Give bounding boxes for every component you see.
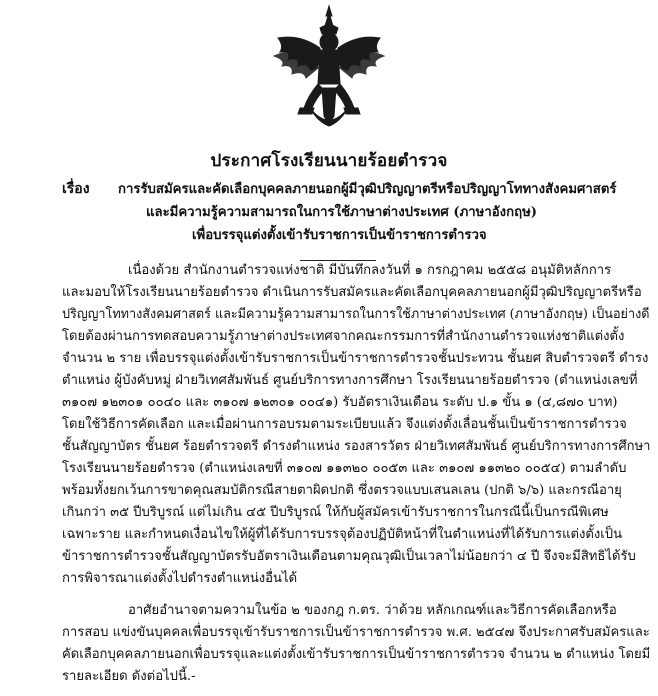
- subject-label: เรื่อง: [62, 181, 90, 197]
- paragraph-line: รายละเอียด ดังต่อไปนี้.-: [62, 669, 196, 684]
- paragraph-line: ๓๑๐๗ ๑๒๓๐๑ ๐๐๔๐ และ ๓๑๐๗ ๑๒๓๐๑ ๐๐๔๑) รับอัตราเงินเดือน ระดับ ป.๑ ขั้น ๑ (๔,๘๗๐ บาท): [62, 395, 618, 410]
- paragraph-line: เนื่องด้วย สำนักงานตำรวจแห่งชาติ มีบันทึกลงวันที่ ๑ กรกฎาคม ๒๕๕๘ อนุมัติหลักการ: [128, 263, 612, 278]
- subject-line: การรับสมัครและคัดเลือกบุคคลภายนอกผู้มีวุฒิปริญญาตรีหรือปริญญาโททางสังคมศาสตร์: [118, 182, 617, 197]
- paragraph-line: เกินกว่า ๓๕ ปีบริบูรณ์ แต่ไม่เกิน ๔๕ ปีบริบูรณ์ ให้กับผู้สมัครเข้ารับราชการในกรณีนี้เป็นกรณีพิเศษ: [62, 505, 609, 520]
- paragraph-line: พร้อมทั้งยกเว้นการขาดคุณสมบัติกรณีสายตาผิดปกติ ซึ่งตรวจแบบเสนลเลน (ปกติ ๖/๖) และกรณีอายุ: [62, 483, 622, 498]
- paragraph-line: การสอบ แข่งขันบุคคลเพื่อบรรจุเข้ารับราชการเป็นข้าราชการตำรวจ พ.ศ. ๒๕๔๗ จึงประกาศรับสมัครและ: [62, 625, 650, 640]
- paragraph-line: ปริญญาโททางสังคมศาสตร์ และมีความรู้ความสามารถในการใช้ภาษาต่างประเทศ (ภาษาอังกฤษ) เป็นอย่างดี: [62, 307, 650, 322]
- paragraph-line: ข้าราชการตำรวจชั้นสัญญาบัตรรับอัตราเงินเดือนตามคุณวุฒิเป็นเวลาไม่น้อยกว่า ๔ ปี จึงจะมีสิทธิได้รับ: [62, 549, 636, 564]
- paragraph-line: เฉพาะราย และกำหนดเงื่อนไขให้ผู้ที่ได้รับการบรรจุต้องปฏิบัติหน้าที่ในตำแหน่งที่ได้รับการแต่งตั้งเป็น: [62, 527, 623, 542]
- garuda-emblem-icon: [270, 4, 388, 136]
- paragraph-line: โดยต้องผ่านการทดสอบความรู้ภาษาต่างประเทศจากคณะกรรมการที่สำนักงานตำรวจแห่งชาติแต่งตั้ง: [62, 329, 625, 344]
- subject-line: และมีความรู้ความสามารถในการใช้ภาษาต่างประเทศ (ภาษาอังกฤษ): [146, 205, 538, 220]
- paragraph-line: และมอบให้โรงเรียนนายร้อยตำรวจ ดำเนินการรับสมัครและคัดเลือกบุคคลภายนอกผู้มีวุฒิปริญญาตรีหรือ: [62, 285, 642, 300]
- subject-line: เพื่อบรรจุแต่งตั้งเข้ารับราชการเป็นข้าราชการตำรวจ: [192, 228, 487, 243]
- document-title: ประกาศโรงเรียนนายร้อยตำรวจ: [210, 151, 448, 171]
- paragraph-line: คัดเลือกบุคคลภายนอกเพื่อบรรจุและแต่งตั้งเข้ารับราชการเป็นข้าราชการตำรวจ จำนวน ๒ ตำแหน่ง โดยมี: [62, 647, 651, 662]
- paragraph-line: การพิจารณาแต่งตั้งไปดำรงตำแหน่งอื่นได้: [62, 571, 298, 586]
- paragraph-line: จำนวน ๒ ราย เพื่อบรรจุแต่งตั้งเข้ารับราชการเป็นข้าราชการตำรวจชั้นประทวน ชั้นยศ สิบตำรวจตรี ดำรง: [62, 351, 649, 366]
- paragraph-line: โดยใช้วิธีการคัดเลือก และเมื่อผ่านการอบรมตามระเบียบแล้ว จึงแต่งตั้งเลื่อนชั้นเป็นข้าราชการตำรวจ: [62, 417, 627, 432]
- paragraph-line: ชั้นสัญญาบัตร ชั้นยศ ร้อยตำรวจตรี ดำรงตำแหน่ง รองสารวัตร ฝ่ายวิเทศสัมพันธ์ ศูนย์บริการทางการศึกษา: [62, 439, 651, 454]
- paragraph-line: ตำแหน่ง ผู้บังคับหมู่ ฝ่ายวิเทศสัมพันธ์ ศูนย์บริการทางการศึกษา โรงเรียนนายร้อยตำรวจ (ตำแหน่งเลขที่: [62, 373, 638, 388]
- paragraph-line: อาศัยอำนาจตามความในข้อ ๒ ของกฎ ก.ตร. ว่าด้วย หลักเกณฑ์และวิธีการคัดเลือกหรือ: [128, 603, 617, 618]
- paragraph-line: โรงเรียนนายร้อยตำรวจ (ตำแหน่งเลขที่ ๓๑๐๗ ๑๑๓๒๐ ๐๐๕๓ และ ๓๑๐๗ ๑๑๓๒๐ ๐๐๕๔) ตามลำดับ: [62, 461, 627, 476]
